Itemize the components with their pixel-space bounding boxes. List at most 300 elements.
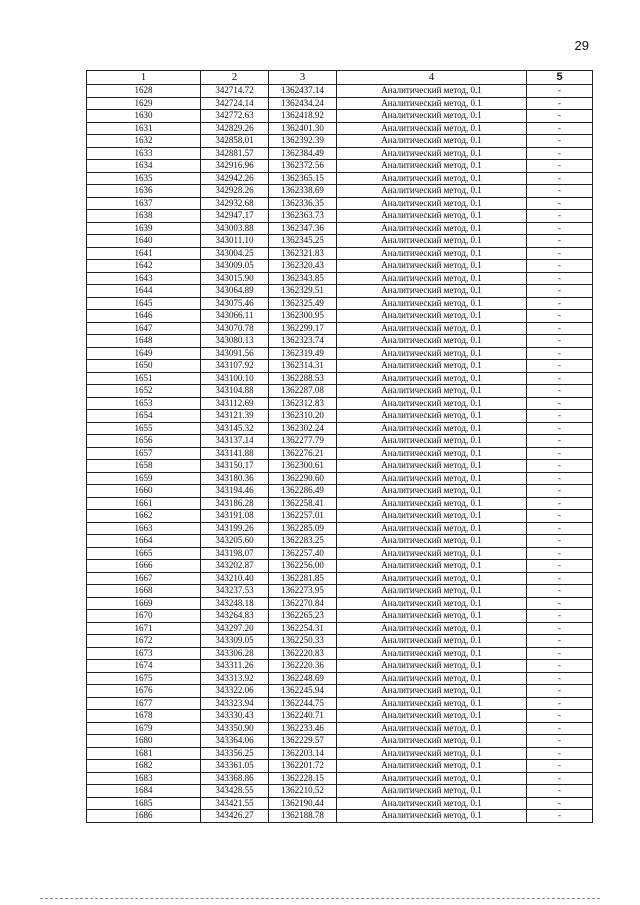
table-row	[87, 447, 593, 460]
y-coordinate-cell: 1362229.57	[269, 735, 337, 748]
y-coordinate-cell: 1362323.74	[269, 335, 337, 348]
point-number-cell: 1656	[87, 435, 201, 448]
note-cell: -	[527, 572, 593, 585]
x-coordinate-cell: 343297.20	[201, 622, 269, 635]
table-row	[87, 122, 593, 135]
point-number-cell: 1651	[87, 372, 201, 385]
table-row	[87, 222, 593, 235]
table-row	[87, 535, 593, 548]
y-coordinate-cell: 1362290.60	[269, 472, 337, 485]
x-coordinate-cell: 343137.14	[201, 435, 269, 448]
x-coordinate-cell: 342881.57	[201, 147, 269, 160]
note-cell: -	[527, 485, 593, 498]
x-coordinate-cell: 343191.08	[201, 510, 269, 523]
table-row	[87, 135, 593, 148]
y-coordinate-cell: 1362257.01	[269, 510, 337, 523]
point-number-cell: 1680	[87, 735, 201, 748]
x-coordinate-cell: 342714.72	[201, 85, 269, 98]
note-cell: -	[527, 585, 593, 598]
note-cell: -	[527, 597, 593, 610]
table-row	[87, 472, 593, 485]
x-coordinate-cell: 343210.40	[201, 572, 269, 585]
x-coordinate-cell: 343194.46	[201, 485, 269, 498]
y-coordinate-cell: 1362240.71	[269, 710, 337, 723]
point-number-cell: 1665	[87, 547, 201, 560]
x-coordinate-cell: 343248.18	[201, 597, 269, 610]
method-cell: Аналитический метод, 0.1	[337, 735, 527, 748]
x-coordinate-cell: 343104.88	[201, 385, 269, 398]
y-coordinate-cell: 1362392.39	[269, 135, 337, 148]
x-coordinate-cell: 342942.26	[201, 172, 269, 185]
table-row	[87, 797, 593, 810]
note-cell: -	[527, 97, 593, 110]
x-coordinate-cell: 343199.26	[201, 522, 269, 535]
table-row	[87, 322, 593, 335]
table-row	[87, 547, 593, 560]
y-coordinate-cell: 1362210.52	[269, 785, 337, 798]
method-cell: Аналитический метод, 0.1	[337, 697, 527, 710]
table-row	[87, 810, 593, 823]
x-coordinate-cell: 343330.43	[201, 710, 269, 723]
note-cell: -	[527, 685, 593, 698]
x-coordinate-cell: 343426.27	[201, 810, 269, 823]
table-row	[87, 485, 593, 498]
column-header-5: 5	[527, 71, 593, 85]
x-coordinate-cell: 343364.06	[201, 735, 269, 748]
y-coordinate-cell: 1362258.41	[269, 497, 337, 510]
x-coordinate-cell: 343121.39	[201, 410, 269, 423]
point-number-cell: 1682	[87, 760, 201, 773]
note-cell: -	[527, 722, 593, 735]
table-row	[87, 685, 593, 698]
table-row	[87, 785, 593, 798]
note-cell: -	[527, 347, 593, 360]
point-number-cell: 1662	[87, 510, 201, 523]
method-cell: Аналитический метод, 0.1	[337, 810, 527, 823]
note-cell: -	[527, 110, 593, 123]
method-cell: Аналитический метод, 0.1	[337, 147, 527, 160]
note-cell: -	[527, 360, 593, 373]
x-coordinate-cell: 342724.14	[201, 97, 269, 110]
note-cell: -	[527, 372, 593, 385]
point-number-cell: 1666	[87, 560, 201, 573]
x-coordinate-cell: 343112.69	[201, 397, 269, 410]
point-number-cell: 1673	[87, 647, 201, 660]
coordinates-table	[86, 70, 593, 823]
point-number-cell: 1649	[87, 347, 201, 360]
method-cell: Аналитический метод, 0.1	[337, 372, 527, 385]
method-cell: Аналитический метод, 0.1	[337, 647, 527, 660]
column-header-4: 4	[337, 71, 527, 85]
table-row	[87, 335, 593, 348]
point-number-cell: 1668	[87, 585, 201, 598]
y-coordinate-cell: 1362336.35	[269, 197, 337, 210]
method-cell: Аналитический метод, 0.1	[337, 610, 527, 623]
table-row	[87, 160, 593, 173]
point-number-cell: 1678	[87, 710, 201, 723]
x-coordinate-cell: 343421.55	[201, 797, 269, 810]
method-cell: Аналитический метод, 0.1	[337, 560, 527, 573]
table-row	[87, 660, 593, 673]
table-row	[87, 235, 593, 248]
x-coordinate-cell: 343237.53	[201, 585, 269, 598]
table-row	[87, 197, 593, 210]
x-coordinate-cell: 343145.32	[201, 422, 269, 435]
table-row	[87, 372, 593, 385]
table-row	[87, 97, 593, 110]
x-coordinate-cell: 343311.26	[201, 660, 269, 673]
note-cell: -	[527, 122, 593, 135]
point-number-cell: 1641	[87, 247, 201, 260]
table-row	[87, 210, 593, 223]
y-coordinate-cell: 1362302.24	[269, 422, 337, 435]
note-cell: -	[527, 272, 593, 285]
note-cell: -	[527, 747, 593, 760]
point-number-cell: 1655	[87, 422, 201, 435]
table-row	[87, 460, 593, 473]
point-number-cell: 1659	[87, 472, 201, 485]
method-cell: Аналитический метод, 0.1	[337, 160, 527, 173]
method-cell: Аналитический метод, 0.1	[337, 260, 527, 273]
point-number-cell: 1642	[87, 260, 201, 273]
y-coordinate-cell: 1362321.83	[269, 247, 337, 260]
table-row	[87, 435, 593, 448]
method-cell: Аналитический метод, 0.1	[337, 660, 527, 673]
note-cell: -	[527, 247, 593, 260]
method-cell: Аналитический метод, 0.1	[337, 172, 527, 185]
point-number-cell: 1663	[87, 522, 201, 535]
method-cell: Аналитический метод, 0.1	[337, 347, 527, 360]
y-coordinate-cell: 1362283.25	[269, 535, 337, 548]
y-coordinate-cell: 1362201.72	[269, 760, 337, 773]
table-row	[87, 310, 593, 323]
point-number-cell: 1636	[87, 185, 201, 198]
x-coordinate-cell: 343015.90	[201, 272, 269, 285]
point-number-cell: 1661	[87, 497, 201, 510]
y-coordinate-cell: 1362276.21	[269, 447, 337, 460]
method-cell: Аналитический метод, 0.1	[337, 447, 527, 460]
page-number: 29	[574, 38, 589, 53]
y-coordinate-cell: 1362270.84	[269, 597, 337, 610]
table-row	[87, 710, 593, 723]
table-row	[87, 360, 593, 373]
method-cell: Аналитический метод, 0.1	[337, 585, 527, 598]
x-coordinate-cell: 343091.56	[201, 347, 269, 360]
point-number-cell: 1654	[87, 410, 201, 423]
y-coordinate-cell: 1362300.95	[269, 310, 337, 323]
x-coordinate-cell: 343064.89	[201, 285, 269, 298]
method-cell: Аналитический метод, 0.1	[337, 360, 527, 373]
column-header-3: 3	[269, 71, 337, 85]
note-cell: -	[527, 697, 593, 710]
method-cell: Аналитический метод, 0.1	[337, 210, 527, 223]
method-cell: Аналитический метод, 0.1	[337, 247, 527, 260]
point-number-cell: 1629	[87, 97, 201, 110]
point-number-cell: 1677	[87, 697, 201, 710]
note-cell: -	[527, 135, 593, 148]
y-coordinate-cell: 1362434.24	[269, 97, 337, 110]
bottom-divider	[40, 898, 600, 899]
note-cell: -	[527, 147, 593, 160]
y-coordinate-cell: 1362329.51	[269, 285, 337, 298]
x-coordinate-cell: 343264.83	[201, 610, 269, 623]
y-coordinate-cell: 1362418.92	[269, 110, 337, 123]
method-cell: Аналитический метод, 0.1	[337, 322, 527, 335]
method-cell: Аналитический метод, 0.1	[337, 222, 527, 235]
point-number-cell: 1632	[87, 135, 201, 148]
y-coordinate-cell: 1362220.36	[269, 660, 337, 673]
point-number-cell: 1664	[87, 535, 201, 548]
note-cell: -	[527, 335, 593, 348]
x-coordinate-cell: 343306.28	[201, 647, 269, 660]
point-number-cell: 1672	[87, 635, 201, 648]
method-cell: Аналитический метод, 0.1	[337, 635, 527, 648]
method-cell: Аналитический метод, 0.1	[337, 460, 527, 473]
x-coordinate-cell: 343107.92	[201, 360, 269, 373]
note-cell: -	[527, 522, 593, 535]
method-cell: Аналитический метод, 0.1	[337, 435, 527, 448]
note-cell: -	[527, 797, 593, 810]
x-coordinate-cell: 343368.86	[201, 772, 269, 785]
header-row	[87, 71, 593, 85]
x-coordinate-cell: 343309.05	[201, 635, 269, 648]
column-header-1: 1	[87, 71, 201, 85]
note-cell: -	[527, 397, 593, 410]
note-cell: -	[527, 622, 593, 635]
y-coordinate-cell: 1362190.44	[269, 797, 337, 810]
note-cell: -	[527, 560, 593, 573]
point-number-cell: 1658	[87, 460, 201, 473]
point-number-cell: 1653	[87, 397, 201, 410]
note-cell: -	[527, 497, 593, 510]
method-cell: Аналитический метод, 0.1	[337, 85, 527, 98]
y-coordinate-cell: 1362312.83	[269, 397, 337, 410]
method-cell: Аналитический метод, 0.1	[337, 747, 527, 760]
point-number-cell: 1667	[87, 572, 201, 585]
table-row	[87, 697, 593, 710]
table-row	[87, 422, 593, 435]
point-number-cell: 1628	[87, 85, 201, 98]
point-number-cell: 1634	[87, 160, 201, 173]
note-cell: -	[527, 610, 593, 623]
y-coordinate-cell: 1362220.83	[269, 647, 337, 660]
x-coordinate-cell: 343141.88	[201, 447, 269, 460]
note-cell: -	[527, 210, 593, 223]
x-coordinate-cell: 343428.55	[201, 785, 269, 798]
note-cell: -	[527, 410, 593, 423]
method-cell: Аналитический метод, 0.1	[337, 797, 527, 810]
method-cell: Аналитический метод, 0.1	[337, 410, 527, 423]
note-cell: -	[527, 235, 593, 248]
point-number-cell: 1647	[87, 322, 201, 335]
table-row	[87, 347, 593, 360]
point-number-cell: 1630	[87, 110, 201, 123]
note-cell: -	[527, 472, 593, 485]
table-row	[87, 772, 593, 785]
note-cell: -	[527, 422, 593, 435]
y-coordinate-cell: 1362257.40	[269, 547, 337, 560]
x-coordinate-cell: 342947.17	[201, 210, 269, 223]
point-number-cell: 1644	[87, 285, 201, 298]
x-coordinate-cell: 342829.26	[201, 122, 269, 135]
x-coordinate-cell: 343202.87	[201, 560, 269, 573]
y-coordinate-cell: 1362188.78	[269, 810, 337, 823]
table-row	[87, 510, 593, 523]
point-number-cell: 1631	[87, 122, 201, 135]
point-number-cell: 1639	[87, 222, 201, 235]
method-cell: Аналитический метод, 0.1	[337, 535, 527, 548]
table-row	[87, 647, 593, 660]
x-coordinate-cell: 343150.17	[201, 460, 269, 473]
x-coordinate-cell: 343080.13	[201, 335, 269, 348]
point-number-cell: 1660	[87, 485, 201, 498]
table-row	[87, 560, 593, 573]
y-coordinate-cell: 1362319.49	[269, 347, 337, 360]
note-cell: -	[527, 185, 593, 198]
table-row	[87, 572, 593, 585]
point-number-cell: 1683	[87, 772, 201, 785]
point-number-cell: 1635	[87, 172, 201, 185]
y-coordinate-cell: 1362384.49	[269, 147, 337, 160]
note-cell: -	[527, 285, 593, 298]
method-cell: Аналитический метод, 0.1	[337, 185, 527, 198]
point-number-cell: 1638	[87, 210, 201, 223]
point-number-cell: 1633	[87, 147, 201, 160]
x-coordinate-cell: 343011.10	[201, 235, 269, 248]
method-cell: Аналитический метод, 0.1	[337, 485, 527, 498]
method-cell: Аналитический метод, 0.1	[337, 710, 527, 723]
x-coordinate-cell: 343066.11	[201, 310, 269, 323]
table-row	[87, 385, 593, 398]
point-number-cell: 1650	[87, 360, 201, 373]
y-coordinate-cell: 1362343.85	[269, 272, 337, 285]
method-cell: Аналитический метод, 0.1	[337, 497, 527, 510]
note-cell: -	[527, 197, 593, 210]
point-number-cell: 1676	[87, 685, 201, 698]
y-coordinate-cell: 1362338.69	[269, 185, 337, 198]
x-coordinate-cell: 342916.96	[201, 160, 269, 173]
x-coordinate-cell: 343361.05	[201, 760, 269, 773]
method-cell: Аналитический метод, 0.1	[337, 597, 527, 610]
point-number-cell: 1648	[87, 335, 201, 348]
y-coordinate-cell: 1362228.15	[269, 772, 337, 785]
table-row	[87, 172, 593, 185]
x-coordinate-cell: 343322.06	[201, 685, 269, 698]
y-coordinate-cell: 1362285.09	[269, 522, 337, 535]
method-cell: Аналитический метод, 0.1	[337, 472, 527, 485]
table-row	[87, 85, 593, 98]
table-row	[87, 622, 593, 635]
point-number-cell: 1681	[87, 747, 201, 760]
point-number-cell: 1643	[87, 272, 201, 285]
point-number-cell: 1685	[87, 797, 201, 810]
table-row	[87, 610, 593, 623]
point-number-cell: 1646	[87, 310, 201, 323]
y-coordinate-cell: 1362254.31	[269, 622, 337, 635]
table-row	[87, 410, 593, 423]
method-cell: Аналитический метод, 0.1	[337, 522, 527, 535]
x-coordinate-cell: 343070.78	[201, 322, 269, 335]
y-coordinate-cell: 1362248.69	[269, 672, 337, 685]
note-cell: -	[527, 172, 593, 185]
y-coordinate-cell: 1362299.17	[269, 322, 337, 335]
table-row	[87, 397, 593, 410]
table-row	[87, 672, 593, 685]
table-row	[87, 585, 593, 598]
column-header-2: 2	[201, 71, 269, 85]
y-coordinate-cell: 1362363.73	[269, 210, 337, 223]
note-cell: -	[527, 760, 593, 773]
method-cell: Аналитический метод, 0.1	[337, 672, 527, 685]
note-cell: -	[527, 710, 593, 723]
table-row	[87, 597, 593, 610]
method-cell: Аналитический метод, 0.1	[337, 785, 527, 798]
point-number-cell: 1645	[87, 297, 201, 310]
method-cell: Аналитический метод, 0.1	[337, 760, 527, 773]
method-cell: Аналитический метод, 0.1	[337, 385, 527, 398]
point-number-cell: 1640	[87, 235, 201, 248]
y-coordinate-cell: 1362300.61	[269, 460, 337, 473]
x-coordinate-cell: 342772.63	[201, 110, 269, 123]
point-number-cell: 1671	[87, 622, 201, 635]
x-coordinate-cell: 343003.88	[201, 222, 269, 235]
table-row	[87, 260, 593, 273]
y-coordinate-cell: 1362372.56	[269, 160, 337, 173]
method-cell: Аналитический метод, 0.1	[337, 772, 527, 785]
point-number-cell: 1675	[87, 672, 201, 685]
y-coordinate-cell: 1362320.43	[269, 260, 337, 273]
y-coordinate-cell: 1362233.46	[269, 722, 337, 735]
method-cell: Аналитический метод, 0.1	[337, 685, 527, 698]
x-coordinate-cell: 343180.36	[201, 472, 269, 485]
y-coordinate-cell: 1362437.14	[269, 85, 337, 98]
y-coordinate-cell: 1362245.94	[269, 685, 337, 698]
note-cell: -	[527, 785, 593, 798]
note-cell: -	[527, 547, 593, 560]
x-coordinate-cell: 343009.05	[201, 260, 269, 273]
note-cell: -	[527, 385, 593, 398]
note-cell: -	[527, 672, 593, 685]
y-coordinate-cell: 1362287.08	[269, 385, 337, 398]
table-row	[87, 147, 593, 160]
table-body	[87, 85, 593, 823]
x-coordinate-cell: 343313.92	[201, 672, 269, 685]
y-coordinate-cell: 1362273.95	[269, 585, 337, 598]
note-cell: -	[527, 322, 593, 335]
method-cell: Аналитический метод, 0.1	[337, 547, 527, 560]
note-cell: -	[527, 647, 593, 660]
method-cell: Аналитический метод, 0.1	[337, 122, 527, 135]
point-number-cell: 1669	[87, 597, 201, 610]
method-cell: Аналитический метод, 0.1	[337, 335, 527, 348]
y-coordinate-cell: 1362310.20	[269, 410, 337, 423]
y-coordinate-cell: 1362347.36	[269, 222, 337, 235]
y-coordinate-cell: 1362314.31	[269, 360, 337, 373]
method-cell: Аналитический метод, 0.1	[337, 135, 527, 148]
table-row	[87, 735, 593, 748]
x-coordinate-cell: 343350.90	[201, 722, 269, 735]
note-cell: -	[527, 772, 593, 785]
note-cell: -	[527, 735, 593, 748]
x-coordinate-cell: 342932.68	[201, 197, 269, 210]
method-cell: Аналитический метод, 0.1	[337, 397, 527, 410]
method-cell: Аналитический метод, 0.1	[337, 97, 527, 110]
table-row	[87, 110, 593, 123]
method-cell: Аналитический метод, 0.1	[337, 510, 527, 523]
table-row	[87, 747, 593, 760]
table-row	[87, 272, 593, 285]
table-row	[87, 297, 593, 310]
